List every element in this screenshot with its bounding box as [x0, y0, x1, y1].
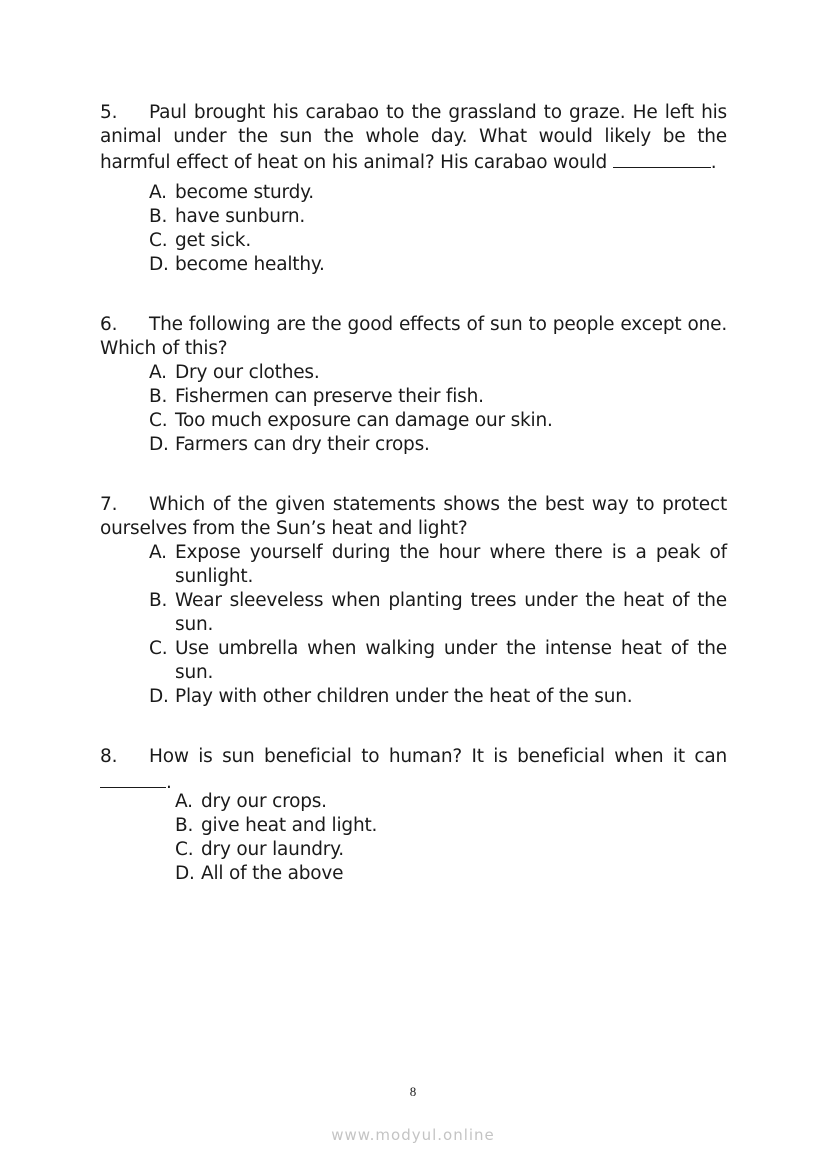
choice-text: have sunburn.: [175, 206, 306, 227]
watermark: www.modyul.online: [331, 1126, 495, 1144]
choice-c: [149, 229, 727, 253]
question-text: Which of the given statements shows the best way to protect ourselves from the Sun’s heat and light?: [100, 494, 727, 539]
blank-period: .: [166, 772, 172, 793]
question-6-choices: [149, 361, 727, 457]
blank-period: .: [710, 152, 717, 173]
choice-a: [149, 361, 727, 385]
choice-text: Too much exposure can damage our skin.: [175, 410, 553, 431]
question-8: [100, 745, 727, 795]
question-8-choices: [175, 790, 727, 886]
question-5-choices: [149, 181, 727, 277]
choice-a: [175, 790, 727, 814]
choice-text: Play with other children under the heat of the sun.: [175, 686, 633, 707]
choice-letter: A.: [175, 791, 193, 812]
choice-a: [149, 181, 727, 205]
question-number: 7.: [100, 494, 118, 515]
choice-text: get sick.: [175, 230, 252, 251]
question-text: Paul brought his carabao to the grassland to graze. He left his animal under the sun the whole day. What would likely be the harmful effect of heat on his animal? His carabao would: [100, 102, 727, 173]
choice-letter: A.: [149, 182, 167, 203]
choice-letter: B.: [149, 386, 168, 407]
choice-b: [175, 814, 727, 838]
choice-text: Use umbrella when walking under the intense heat of the sun.: [175, 638, 727, 683]
question-text: The following are the good effects of sun to people except one. Which of this?: [100, 314, 727, 359]
choice-c: [175, 838, 727, 862]
choice-a: [149, 541, 727, 589]
choice-d: [149, 685, 727, 709]
choice-letter: D.: [149, 686, 169, 707]
question-6: [100, 313, 727, 361]
choice-b: [149, 589, 727, 637]
choice-text: Dry our clothes.: [175, 362, 320, 383]
choice-letter: B.: [149, 206, 168, 227]
question-number: 5.: [100, 102, 118, 123]
page-number: 8: [409, 1084, 417, 1099]
answer-blank: [100, 769, 166, 788]
choice-text: become healthy.: [175, 254, 325, 275]
choice-text: Wear sleeveless when planting trees under the heat of the sun.: [175, 590, 727, 635]
choice-d: [149, 433, 727, 457]
choice-text: Expose yourself during the hour where there is a peak of sunlight.: [175, 542, 727, 587]
choice-text: give heat and light.: [201, 815, 378, 836]
choice-b: [149, 385, 727, 409]
choice-c: [149, 637, 727, 685]
answer-blank: [613, 149, 711, 168]
choice-letter: C.: [175, 839, 194, 860]
choice-letter: B.: [175, 815, 194, 836]
choice-letter: C.: [149, 230, 168, 251]
question-5: [100, 101, 727, 175]
choice-text: dry our crops.: [201, 791, 327, 812]
choice-letter: A.: [149, 542, 167, 563]
choice-letter: B.: [149, 590, 168, 611]
choice-b: [149, 205, 727, 229]
choice-text: become sturdy.: [175, 182, 314, 203]
choice-text: dry our laundry.: [201, 839, 344, 860]
question-7: [100, 493, 727, 541]
choice-text: All of the above: [201, 863, 344, 884]
choice-letter: A.: [149, 362, 167, 383]
choice-d: [149, 253, 727, 277]
choice-letter: D.: [149, 254, 169, 275]
choice-c: [149, 409, 727, 433]
question-number: 6.: [100, 314, 118, 335]
choice-d: [175, 862, 727, 886]
choice-letter: C.: [149, 410, 168, 431]
choice-letter: D.: [149, 434, 169, 455]
question-7-choices: [149, 541, 727, 709]
choice-letter: C.: [149, 638, 168, 659]
choice-text: Farmers can dry their crops.: [175, 434, 430, 455]
question-number: 8.: [100, 746, 118, 767]
question-text: How is sun beneficial to human? It is beneficial when it can: [149, 746, 727, 767]
choice-text: Fishermen can preserve their fish.: [175, 386, 484, 407]
choice-letter: D.: [175, 863, 195, 884]
